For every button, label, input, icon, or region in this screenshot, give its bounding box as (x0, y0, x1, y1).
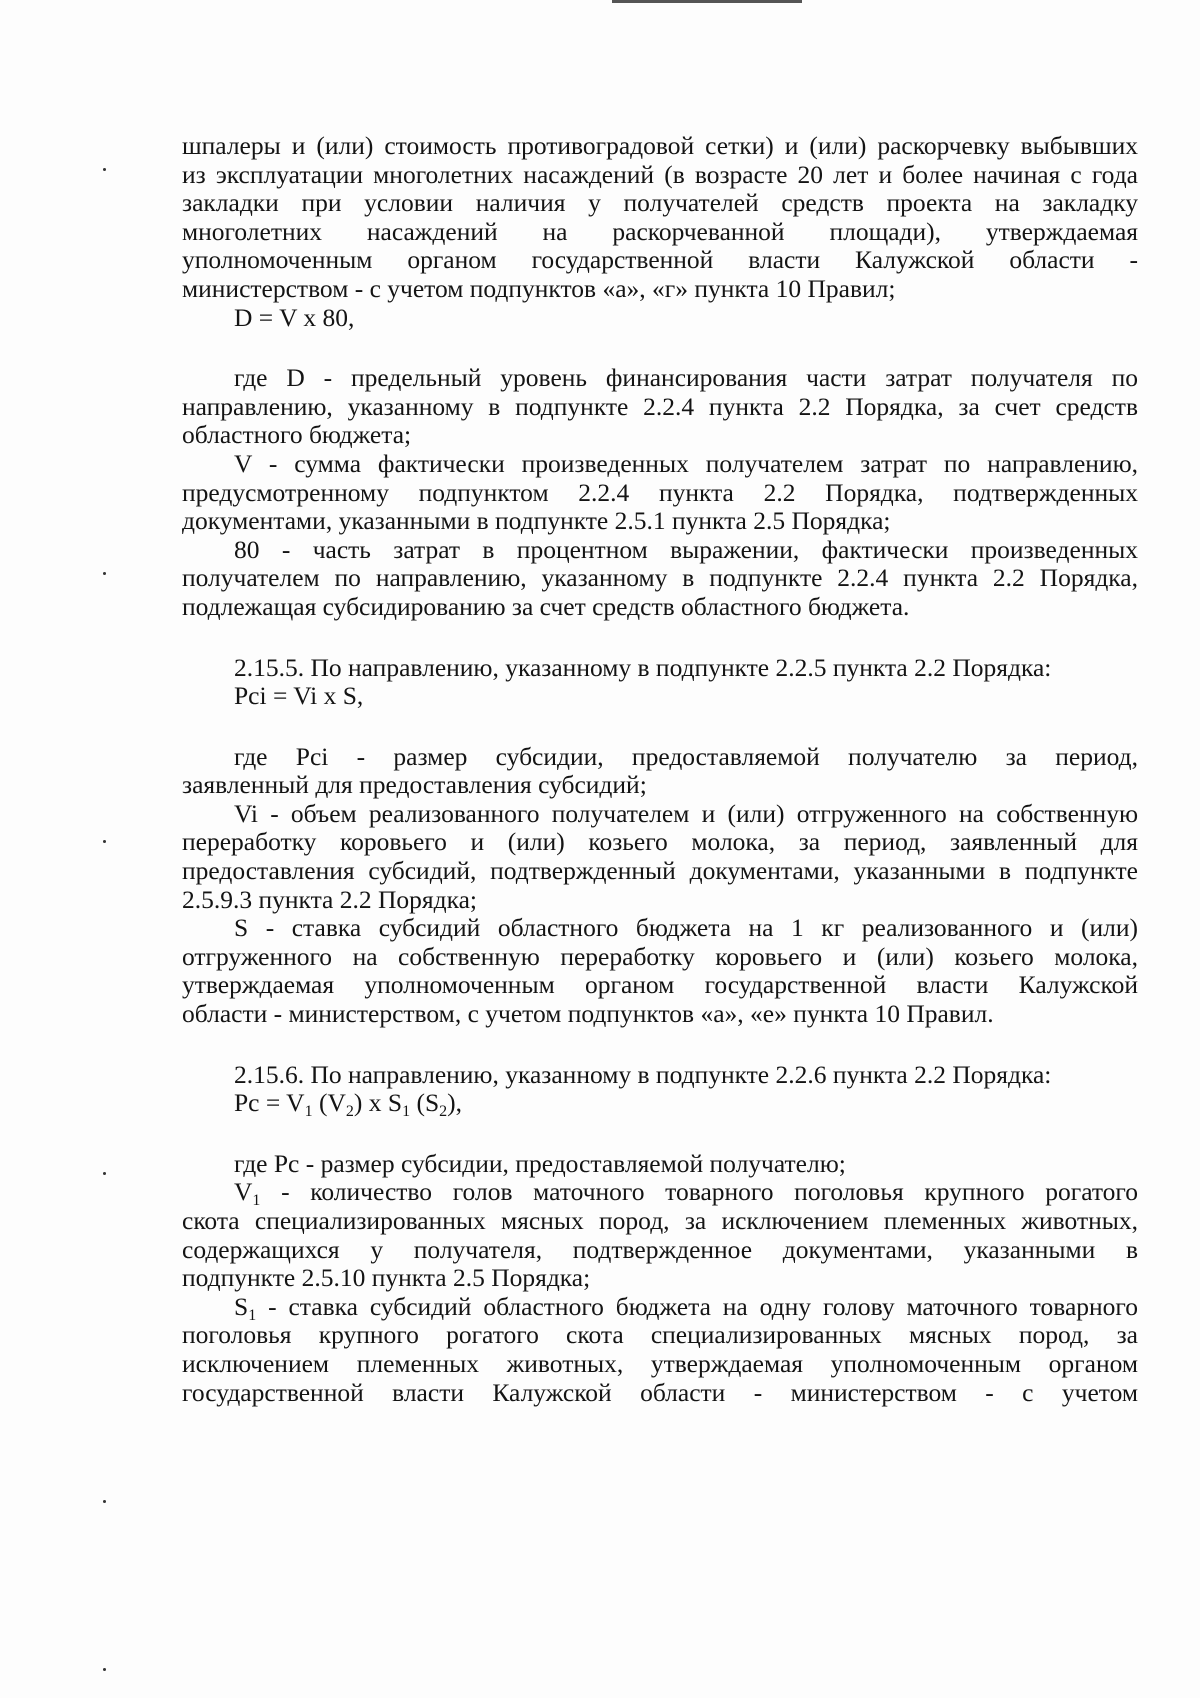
symbol-subscript: 1 (248, 1306, 257, 1324)
text-line: V - сумма фактически произведенных получателем затрат по направлению, (234, 448, 1138, 478)
text-line (182, 1177, 1138, 1210)
text-line: подлежащая субсидированию за счет средств областного бюджета. (182, 591, 910, 621)
section-heading-2-15-6: 2.15.6. По направлению, указанному в подпункте 2.2.6 пункта 2.2 Порядка: (234, 1059, 1052, 1089)
text-line: S - ставка субсидий областного бюджета на 1 кг реализованного и (или) (234, 913, 1138, 943)
scan-speck (103, 572, 106, 575)
text-line: областного бюджета; (182, 420, 412, 450)
text-line: уполномоченным органом государственной власти Калужской области - (182, 245, 1138, 275)
text-line: переработку коровьего и (или) козьего молока, за период, заявленный для (182, 827, 1138, 857)
symbol-subscript: 1 (252, 1192, 261, 1210)
formula-subscript: 2 (345, 1103, 354, 1121)
formula-pc (182, 1088, 1138, 1121)
text-line: закладки при условии наличия у получателей средств проекта на закладку (182, 188, 1138, 218)
formula-part: (S (410, 1088, 440, 1118)
formula-d: D = V x 80, (234, 302, 355, 332)
section-heading-2-15-5: 2.15.5. По направлению, указанному в подпункте 2.2.5 пункта 2.2 Порядка: (234, 652, 1052, 682)
text-line (182, 1293, 1138, 1322)
definition-v1 (182, 1178, 1138, 1292)
formula-subscript: 2 (439, 1103, 448, 1121)
formula-part: ), (447, 1088, 463, 1118)
definition-s1 (182, 1293, 1138, 1407)
formula-part: ) x S (353, 1088, 403, 1118)
text-line: 2.5.9.3 пункта 2.2 Порядка; (182, 884, 478, 914)
text-span: - количество голов маточного товарного поголовья крупного рогатого (260, 1177, 1138, 1207)
text-line: Vi - объем реализованного получателем и (или) отгруженного на собственную (234, 798, 1138, 828)
paragraph-continuation (182, 132, 1138, 304)
scan-speck (103, 1500, 106, 1503)
text-line: многолетних насаждений на раскорчеванной площади), утверждаемая (182, 216, 1138, 246)
text-line: исключением племенных животных, утверждаемая уполномоченным органом (182, 1348, 1138, 1378)
formula-part: Pc = V (234, 1088, 305, 1118)
text-line: содержащихся у получателя, подтвержденное документами, указанными в (182, 1234, 1138, 1264)
definition-d (182, 364, 1138, 450)
text-line: отгруженного на собственную переработку коровьего и (или) козьего молока, (182, 941, 1138, 971)
text-line: поголовья крупного рогатого скота специализированных мясных пород, за (182, 1320, 1138, 1350)
text-line: документами, указанными в подпункте 2.5.1 пункта 2.5 Порядка; (182, 506, 891, 536)
definition-pc: где Pc - размер субсидии, предоставляемой получателю; (234, 1148, 846, 1178)
text-line: 80 - часть затрат в процентном выражении, фактически произведенных (234, 534, 1138, 564)
text-line: из эксплуатации многолетних насаждений (в возрасте 20 лет и более начиная с года (182, 159, 1138, 189)
formula-subscript: 1 (402, 1103, 411, 1121)
formula-part: (V (312, 1088, 346, 1118)
text-line: государственной власти Калужской области - министерством - с учетом (182, 1377, 1138, 1407)
text-line: подпункте 2.5.10 пункта 2.5 Порядка; (182, 1263, 591, 1293)
formula-subscript: 1 (304, 1103, 313, 1121)
scan-speck (103, 1668, 106, 1671)
text-line: предоставления субсидий, подтвержденный документами, указанными в подпункте (182, 856, 1138, 886)
text-line: скота специализированных мясных пород, за исключением племенных животных, (182, 1206, 1138, 1235)
text-line: заявленный для предоставления субсидий; (182, 770, 647, 800)
text-span: - ставка субсидий областного бюджета на одну голову маточного товарного (256, 1291, 1138, 1321)
scan-speck (103, 1172, 106, 1175)
definition-80 (182, 536, 1138, 622)
text-line: направлению, указанному в подпункте 2.2.4 пункта 2.2 Порядка, за счет средств (182, 391, 1138, 421)
text-line: министерством - с учетом подпунктов «а», «г» пункта 10 Правил; (182, 273, 896, 303)
definition-vi (182, 800, 1138, 914)
text-line: где D - предельный уровень финансирования части затрат получателя по (234, 363, 1138, 393)
definition-s (182, 914, 1138, 1028)
definition-pci (182, 743, 1138, 800)
text-line: области - министерством, с учетом подпунктов «а», «е» пункта 10 Правил. (182, 999, 994, 1029)
scan-speck (103, 168, 106, 171)
document-body (182, 132, 1138, 1407)
symbol: V (234, 1177, 253, 1207)
text-line: где Pci - размер субсидии, предоставляемой получателю за период, (234, 741, 1138, 771)
definition-v (182, 450, 1138, 536)
top-edge-mark (612, 0, 802, 3)
text-line: получателем по направлению, указанному в подпункте 2.2.4 пункта 2.2 Порядка, (182, 563, 1138, 593)
scan-speck (103, 840, 106, 843)
formula-pci: Pci = Vi x S, (234, 681, 364, 711)
text-line: предусмотренному подпунктом 2.2.4 пункта 2.2 Порядка, подтвержденных (182, 477, 1138, 507)
text-line: шпалеры и (или) стоимость противоградовой сетки) и (или) раскорчевку выбывших (182, 131, 1138, 160)
symbol: S (234, 1291, 249, 1321)
text-line: утверждаемая уполномоченным органом государственной власти Калужской (182, 970, 1138, 1000)
